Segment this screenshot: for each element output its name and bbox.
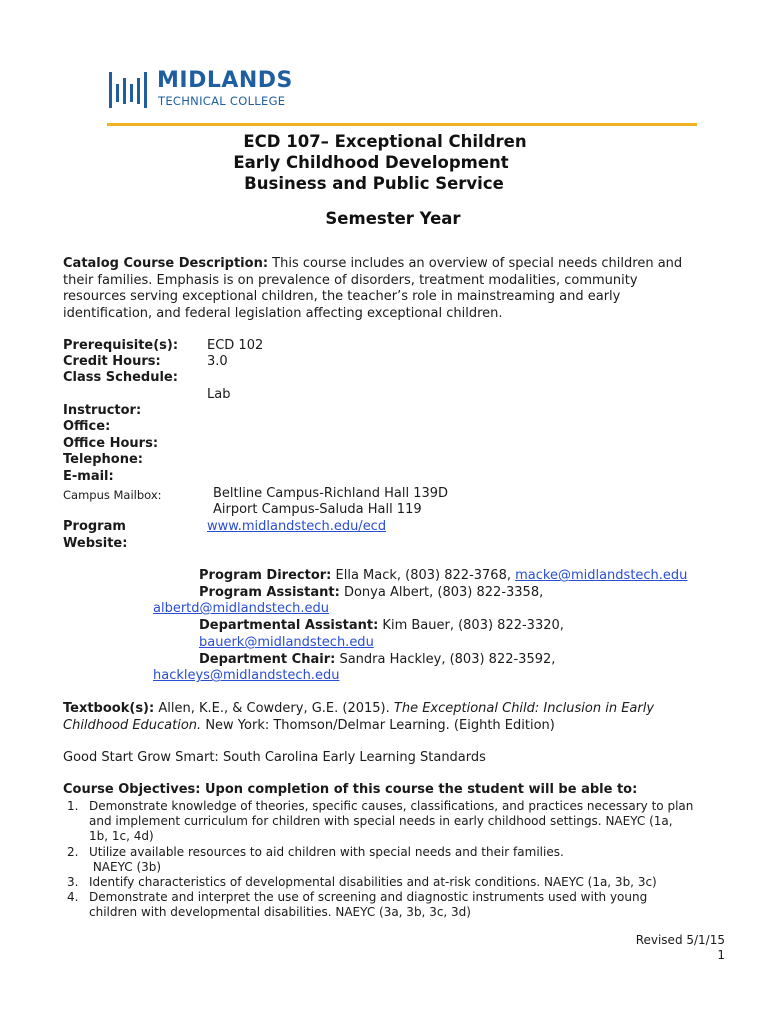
objective-number: 2. <box>67 845 79 859</box>
schedule-lab: Lab <box>207 387 231 402</box>
description-line: their families. Emphasis is on prevalence of disorders, treatment modalities, community <box>63 272 638 288</box>
objective-line: Identify characteristics of developmental disabilities and at-risk conditions. NAEYC (1a, 3b, 3c) <box>89 875 657 889</box>
textbook <box>63 701 733 734</box>
website-label-line: Program <box>63 519 126 534</box>
objective-line: Utilize available resources to aid children with special needs and their families. <box>89 845 564 859</box>
objectives-heading: Course Objectives: Upon completion of this course the student will be able to: <box>63 782 638 797</box>
director-label: Program Director: <box>199 568 332 583</box>
departmental-assistant <box>199 618 564 635</box>
logo-name: MIDLANDS <box>157 68 293 93</box>
chair-email-link[interactable]: hackleys@midlandstech.edu <box>153 668 340 683</box>
dept-assistant-label: Departmental Assistant: <box>199 618 379 633</box>
objective-line: and implement curriculum for children with special needs in early childhood settings. NAEYC (1a, <box>89 814 673 828</box>
objective-line: Demonstrate knowledge of theories, specific causes, classifications, and practices necessary to plan <box>89 799 694 813</box>
assistant-text: Donya Albert, (803) 822-3358, <box>339 585 544 600</box>
email-label: E-mail: <box>63 469 114 484</box>
mailbox-beltline: Beltline Campus-Richland Hall 139D <box>213 486 449 501</box>
department-chair <box>199 652 555 669</box>
telephone-label: Telephone: <box>63 452 143 467</box>
objective-number: 3. <box>67 875 79 889</box>
objective-item <box>89 845 749 875</box>
credit-label: Credit Hours: <box>63 354 161 369</box>
term-title: Semester Year <box>325 209 461 228</box>
objective-item <box>89 799 749 844</box>
objective-item <box>89 890 749 920</box>
prereq-label: Prerequisite(s): <box>63 338 179 353</box>
textbook-authors: Allen, K.E., & Cowdery, G.E. (2015). <box>154 701 394 716</box>
objective-line: 1b, 1c, 4d) <box>89 829 154 843</box>
credit-value: 3.0 <box>207 354 228 369</box>
page-number: 1 <box>717 948 725 962</box>
assistant-email-link[interactable]: albertd@midlandstech.edu <box>153 601 329 616</box>
textbook-title-cont: Childhood Education. <box>63 717 202 733</box>
chair-text: Sandra Hackley, (803) 822-3592, <box>335 652 556 667</box>
objective-item <box>89 875 749 890</box>
description-line: resources serving exceptional children, the teacher’s role in mainstreaming and early <box>63 289 621 304</box>
standards-line: Good Start Grow Smart: South Carolina Early Learning Standards <box>63 750 486 765</box>
office-hours-label: Office Hours: <box>63 436 159 451</box>
objective-number: 4. <box>67 890 79 904</box>
program-website-link[interactable]: www.midlandstech.edu/ecd <box>207 519 387 534</box>
textbook-publisher: New York: Thomson/Delmar Learning. (Eighth Edition) <box>201 717 555 733</box>
division-title: Business and Public Service <box>244 174 504 193</box>
objective-line: NAEYC (3b) <box>89 860 162 874</box>
office-label: Office: <box>63 419 111 434</box>
course-title: ECD 107– Exceptional Children <box>243 132 527 151</box>
director-email-link[interactable]: macke@midlandstech.edu <box>515 568 688 583</box>
website-label <box>63 519 127 552</box>
header-rule <box>107 123 697 126</box>
textbook-label: Textbook(s): <box>63 701 155 716</box>
description-line: identification, and federal legislation affecting exceptional children. <box>63 305 503 321</box>
logo-mark-icon <box>109 70 149 110</box>
description-line: This course includes an overview of special needs children and <box>268 256 683 271</box>
objective-line: children with developmental disabilities. NAEYC (3a, 3b, 3c, 3d) <box>89 905 471 919</box>
revised-date: Revised 5/1/15 <box>635 933 725 947</box>
catalog-description <box>63 256 733 322</box>
program-director <box>199 568 687 585</box>
textbook-title: The Exceptional Child: Inclusion in Early <box>393 701 655 716</box>
objective-number: 1. <box>67 799 79 813</box>
assistant-label: Program Assistant: <box>199 585 340 600</box>
chair-label: Department Chair: <box>199 652 336 667</box>
description-label: Catalog Course Description: <box>63 256 269 271</box>
director-text: Ella Mack, (803) 822-3768, <box>331 568 516 583</box>
prereq-value: ECD 102 <box>207 338 264 353</box>
mailbox-label: Campus Mailbox: <box>63 488 162 502</box>
logo-subtitle: TECHNICAL COLLEGE <box>158 94 286 108</box>
objective-line: Demonstrate and interpret the use of screening and diagnostic instruments used with young <box>89 890 648 904</box>
instructor-label: Instructor: <box>63 403 142 418</box>
schedule-label: Class Schedule: <box>63 370 178 385</box>
website-label-line: Website: <box>63 535 128 551</box>
mailbox-airport: Airport Campus-Saluda Hall 119 <box>213 502 422 517</box>
dept-assistant-text: Kim Bauer, (803) 822-3320, <box>378 618 564 633</box>
program-title: Early Childhood Development <box>233 153 509 172</box>
dept-assistant-email-link[interactable]: bauerk@midlandstech.edu <box>199 635 374 650</box>
program-assistant <box>199 585 543 602</box>
